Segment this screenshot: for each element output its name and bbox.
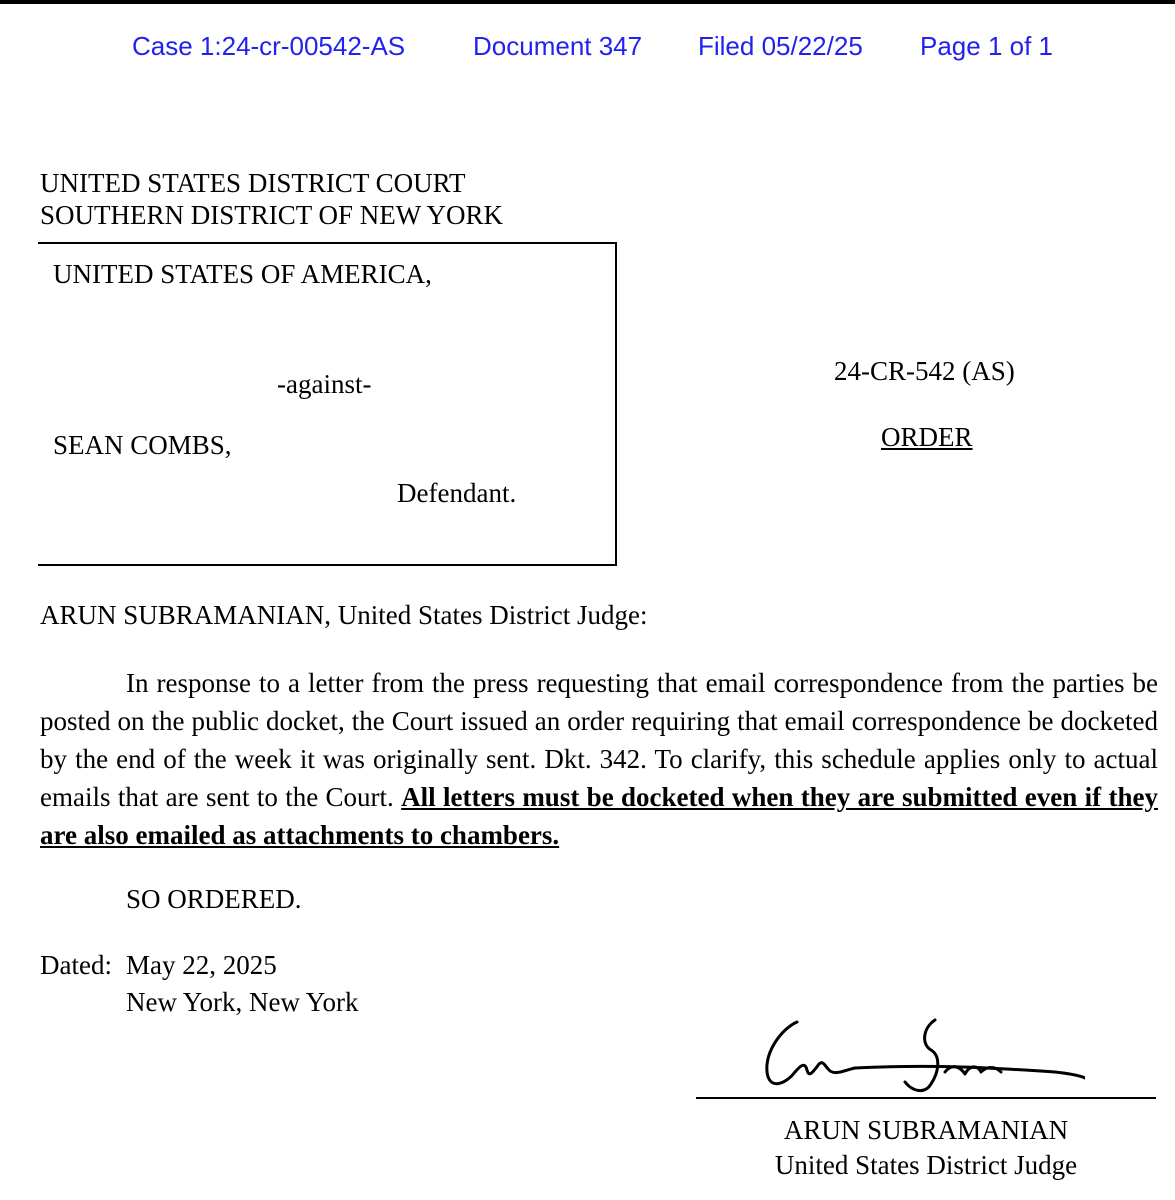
court-name-line2: SOUTHERN DISTRICT OF NEW YORK — [40, 200, 504, 230]
dated-place: New York, New York — [126, 987, 359, 1017]
dated-label: Dated: — [40, 950, 112, 980]
stamp-document-number: Document 347 — [473, 31, 643, 61]
dated-date: May 22, 2025 — [126, 950, 277, 980]
case-number: 24-CR-542 (AS) — [834, 356, 1015, 386]
stamp-filed-date: Filed 05/22/25 — [698, 31, 863, 61]
document-title: ORDER — [881, 422, 973, 452]
judge-signature — [755, 1010, 1085, 1100]
caption-defendant-name: SEAN COMBS, — [53, 430, 232, 460]
caption-against: -against- — [277, 369, 372, 399]
page-top-border — [0, 0, 1175, 4]
stamp-page-count: Page 1 of 1 — [920, 31, 1053, 61]
order-paragraph — [40, 664, 1158, 854]
order-paragraph-text: In response to a letter from the press requesting that email correspondence from the parties be posted on the public docket, the Court issued an order requiring that email correspondence be docketed by the end of the week it was originally sent. Dkt. 342. To clarify, this schedule applies only to actual emails that are sent to the Court. — [40, 668, 1158, 812]
judge-name: ARUN SUBRAMANIAN — [783, 1115, 1069, 1145]
judge-title: United States District Judge — [774, 1150, 1078, 1180]
caption-plaintiff: UNITED STATES OF AMERICA, — [53, 259, 432, 289]
order-emphasis-text: All letters must be docketed when they are submitted even if they are also emailed as attachments to chambers. — [40, 782, 1158, 850]
so-ordered: SO ORDERED. — [126, 884, 302, 914]
judge-intro: ARUN SUBRAMANIAN, United States District Judge: — [40, 600, 648, 630]
signature-line — [696, 1097, 1156, 1099]
case-caption-box — [38, 242, 617, 566]
court-name-line1: UNITED STATES DISTRICT COURT — [40, 168, 466, 198]
stamp-case-number: Case 1:24-cr-00542-AS — [132, 31, 406, 61]
caption-defendant-role: Defendant. — [397, 478, 517, 508]
